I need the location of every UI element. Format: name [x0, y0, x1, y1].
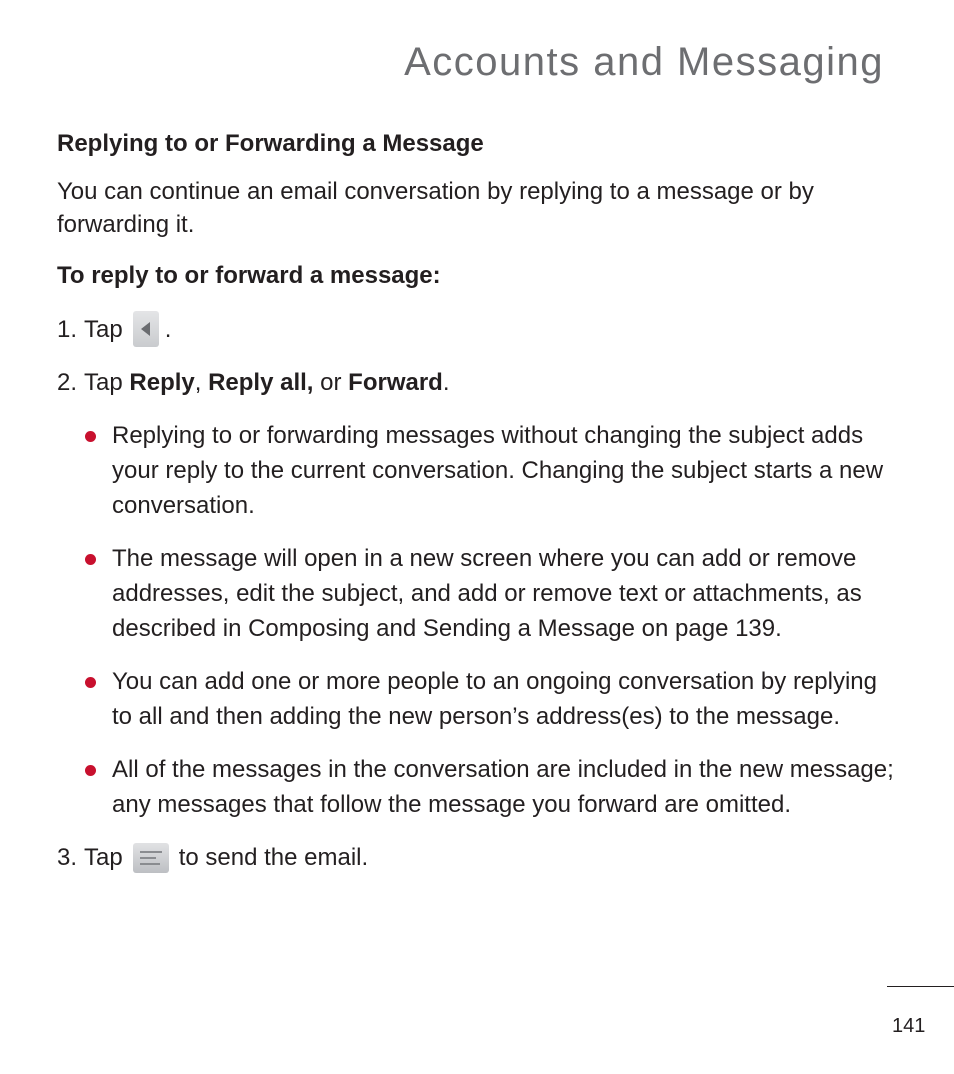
footer-rule	[887, 986, 954, 987]
step-text-end: .	[164, 315, 172, 343]
step-number: 1.	[57, 315, 78, 343]
list-item: The message will open in a new screen where you can add or remove addresses, edit the subject, and add or remove text or attachments, as described in Composing and Sending a Message on page 139.	[112, 541, 897, 646]
back-arrow-icon	[133, 311, 159, 347]
step-1	[57, 311, 897, 347]
notes-list	[57, 418, 897, 822]
step-text-end: .	[442, 369, 450, 396]
step-number: 3.	[57, 844, 78, 871]
or-text: or	[320, 369, 342, 396]
list-item: All of the messages in the conversation are included in the new message; any messages that follow the message you forward are omitted.	[112, 752, 897, 822]
list-item: You can add one or more people to an ongoing conversation by replying to all and then adding the new person’s address(es) to the message.	[112, 664, 897, 734]
reply-all-option: Reply all,	[208, 369, 314, 396]
step-text: Tap	[84, 315, 123, 343]
step-text-tap: Tap	[84, 369, 123, 396]
procedure-heading: To reply to or forward a message:	[57, 262, 441, 289]
page-content	[57, 126, 897, 875]
chapter-title: Accounts and Messaging	[404, 40, 884, 84]
step-text: Tap	[84, 844, 123, 871]
intro-paragraph: You can continue an email conversation by replying to a message or by forwarding it.	[57, 178, 814, 238]
forward-option: Forward	[348, 369, 443, 396]
step-number: 2.	[57, 369, 78, 396]
page-number: 141	[892, 1015, 926, 1037]
send-icon	[133, 843, 169, 873]
send-icon-line	[140, 863, 160, 865]
separator: ,	[194, 369, 202, 396]
step-2	[57, 365, 897, 400]
step-text-end: to send the email.	[178, 844, 369, 871]
send-icon-line	[140, 851, 162, 853]
section-heading: Replying to or Forwarding a Message	[57, 130, 484, 157]
list-item: Replying to or forwarding messages without changing the subject adds your reply to the current conversation. Changing the subject starts a new conversation.	[112, 418, 897, 523]
step-3	[57, 840, 897, 875]
reply-option: Reply	[129, 369, 195, 396]
step-text	[84, 365, 450, 400]
send-icon-line	[140, 857, 156, 859]
